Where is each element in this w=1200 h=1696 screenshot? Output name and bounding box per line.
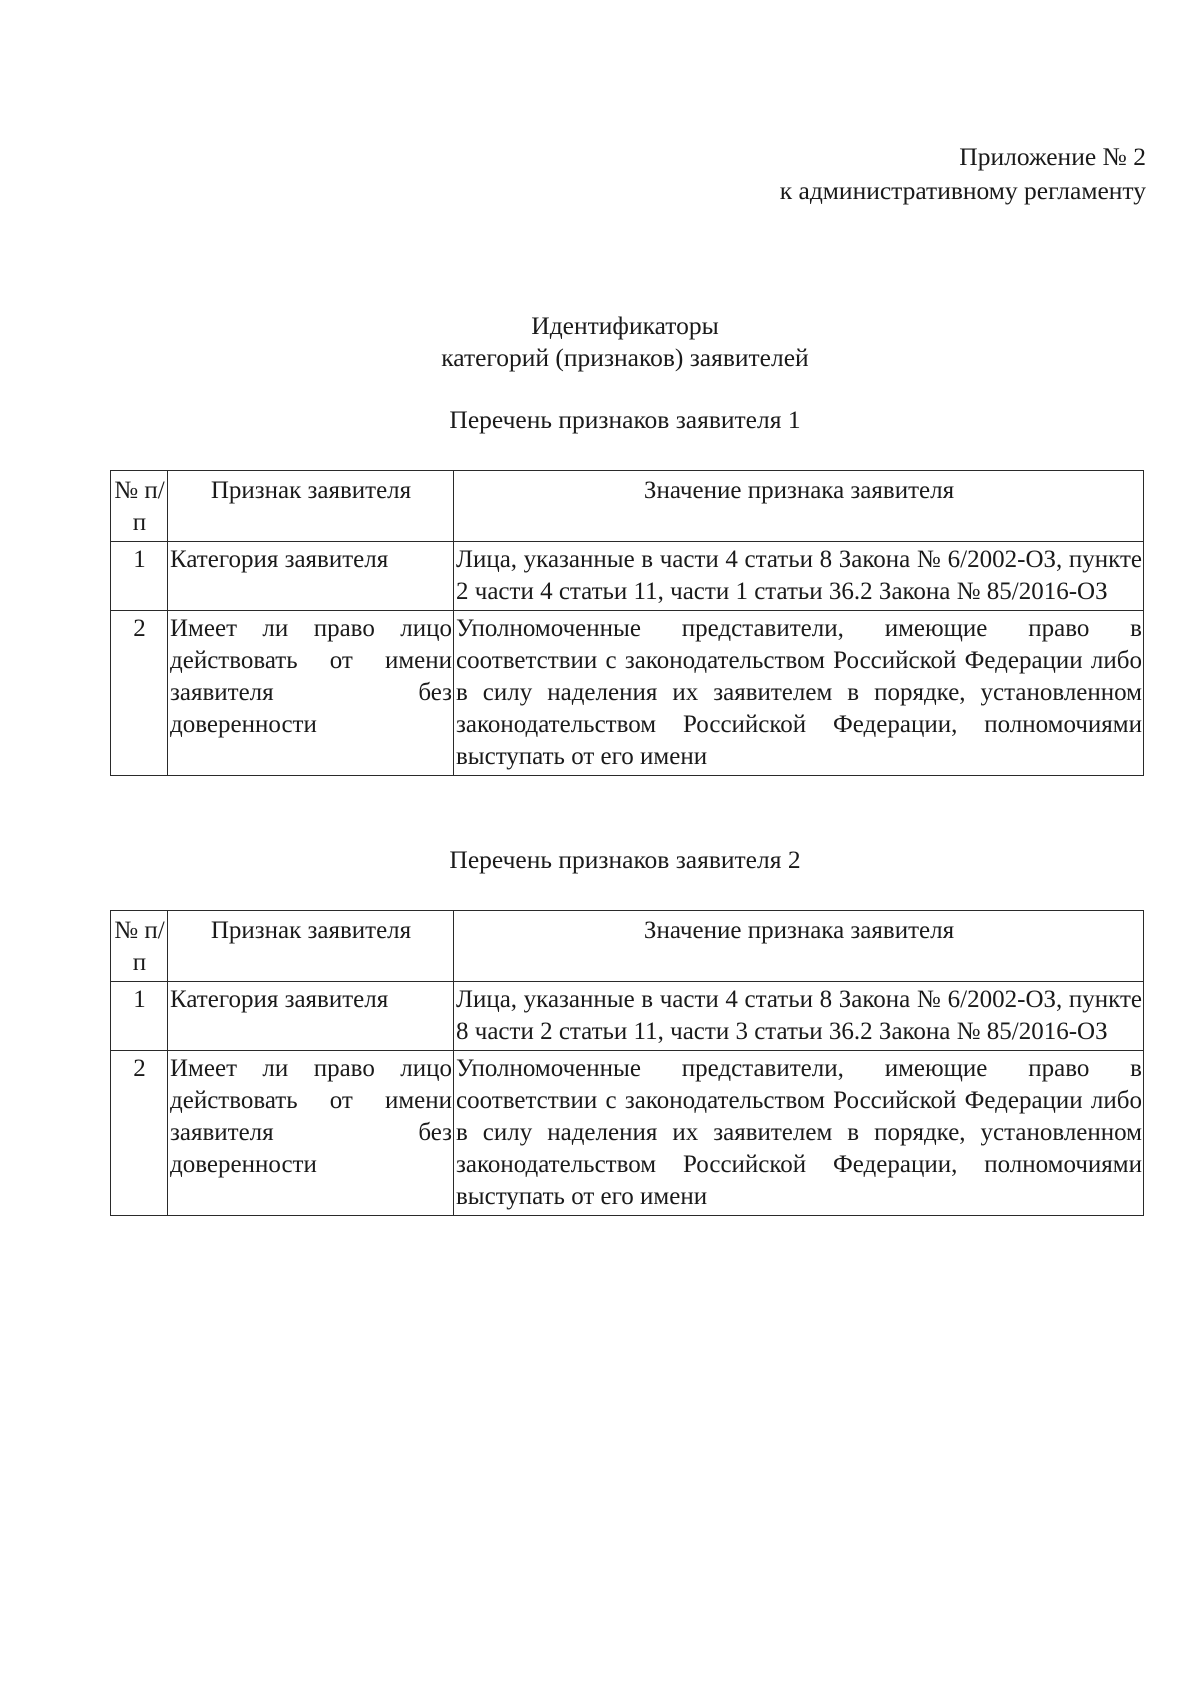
table-row bbox=[111, 982, 1144, 1051]
list-1-heading: Перечень признаков заявителя 1 bbox=[449, 405, 801, 434]
row-sign: Категория заявителя bbox=[168, 982, 454, 1051]
row-number: 2 bbox=[111, 611, 168, 776]
title-line-1: Идентификаторы bbox=[531, 311, 719, 340]
table-header-row bbox=[111, 911, 1144, 982]
appendix-reference: к административному регламенту bbox=[779, 176, 1146, 205]
row-number: 1 bbox=[111, 542, 168, 611]
document-title bbox=[110, 310, 1140, 374]
column-header-value: Значение признака заявителя bbox=[454, 911, 1144, 982]
appendix-header bbox=[780, 140, 1146, 208]
table-row bbox=[111, 542, 1144, 611]
appendix-number: Приложение № 2 bbox=[959, 142, 1146, 171]
column-header-sign: Признак заявителя bbox=[168, 471, 454, 542]
title-line-2: категорий (признаков) заявителей bbox=[441, 343, 809, 372]
signs-table-2 bbox=[110, 910, 1144, 1216]
row-value: Уполномоченные представители, имеющие право в соответствии с законодательством Российской Федерации либо в силу наделения их заявителем в порядке, установленном законодательством Российской Федерации, полномочиями выступать от его имени bbox=[454, 611, 1144, 776]
list-2-heading: Перечень признаков заявителя 2 bbox=[449, 845, 801, 874]
column-header-number: № п/п bbox=[111, 471, 168, 542]
row-sign: Имеет ли право лицо действовать от имени заявителя без доверенности bbox=[168, 1051, 454, 1216]
column-header-number: № п/п bbox=[111, 911, 168, 982]
row-value: Лица, указанные в части 4 статьи 8 Закона № 6/2002-ОЗ, пункте 2 части 4 статьи 11, части 1 статьи 36.2 Закона № 85/2016-ОЗ bbox=[454, 542, 1144, 611]
row-number: 2 bbox=[111, 1051, 168, 1216]
row-sign: Имеет ли право лицо действовать от имени заявителя без доверенности bbox=[168, 611, 454, 776]
signs-table-1 bbox=[110, 470, 1144, 776]
table-header-row bbox=[111, 471, 1144, 542]
column-header-sign: Признак заявителя bbox=[168, 911, 454, 982]
row-value: Лица, указанные в части 4 статьи 8 Закона № 6/2002-ОЗ, пункте 8 части 2 статьи 11, части 3 статьи 36.2 Закона № 85/2016-ОЗ bbox=[454, 982, 1144, 1051]
row-value: Уполномоченные представители, имеющие право в соответствии с законодательством Российской Федерации либо в силу наделения их заявителем в порядке, установленном законодательством Российской Федерации, полномочиями выступать от его имени bbox=[454, 1051, 1144, 1216]
row-number: 1 bbox=[111, 982, 168, 1051]
table-row bbox=[111, 611, 1144, 776]
column-header-value: Значение признака заявителя bbox=[454, 471, 1144, 542]
table-row bbox=[111, 1051, 1144, 1216]
row-sign: Категория заявителя bbox=[168, 542, 454, 611]
